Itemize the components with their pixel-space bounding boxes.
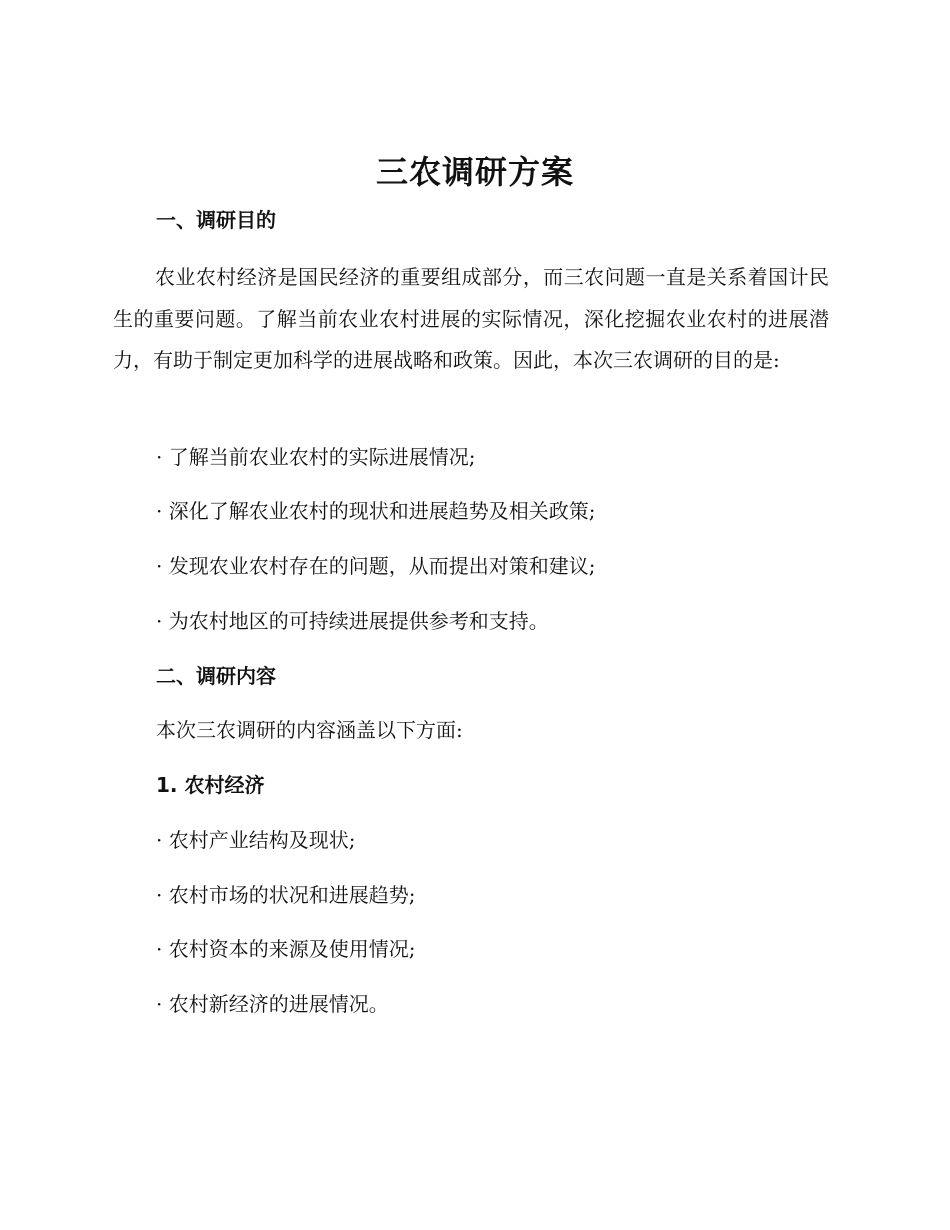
section-1-heading: 一、调研目的 [156, 208, 276, 232]
list-item: · 农村新经济的进展情况。 [156, 992, 389, 1016]
list-item: · 农村资本的来源及使用情况; [156, 937, 416, 961]
subsection-1-heading: 1. 农村经济 [156, 773, 265, 797]
document-title: 三农调研方案 [375, 153, 574, 191]
section-2-heading: 二、调研内容 [156, 664, 276, 688]
list-item: · 深化了解农业农村的现状和进展趋势及相关政策; [156, 499, 596, 523]
list-item: · 农村市场的状况和进展趋势; [156, 883, 416, 907]
section-1-paragraph: 农业农村经济是国民经济的重要组成部分，而三农问题一直是关系着国计民生的重要问题。了解当前农业农村进展的实际情况，深化挖掘农业农村的进展潜力，有助于制定更加科学的进展战略和政策。因此，本次三农调研的目的是: [113, 265, 829, 372]
list-item: · 为农村地区的可持续进展提供参考和支持。 [156, 609, 549, 633]
list-item: · 农村产业结构及现状; [156, 828, 356, 852]
list-item: · 发现农业农村存在的问题，从而提出对策和建议; [156, 554, 596, 578]
list-item: · 了解当前农业农村的实际进展情况; [156, 445, 476, 469]
section-2-intro: 本次三农调研的内容涵盖以下方面: [156, 718, 463, 742]
